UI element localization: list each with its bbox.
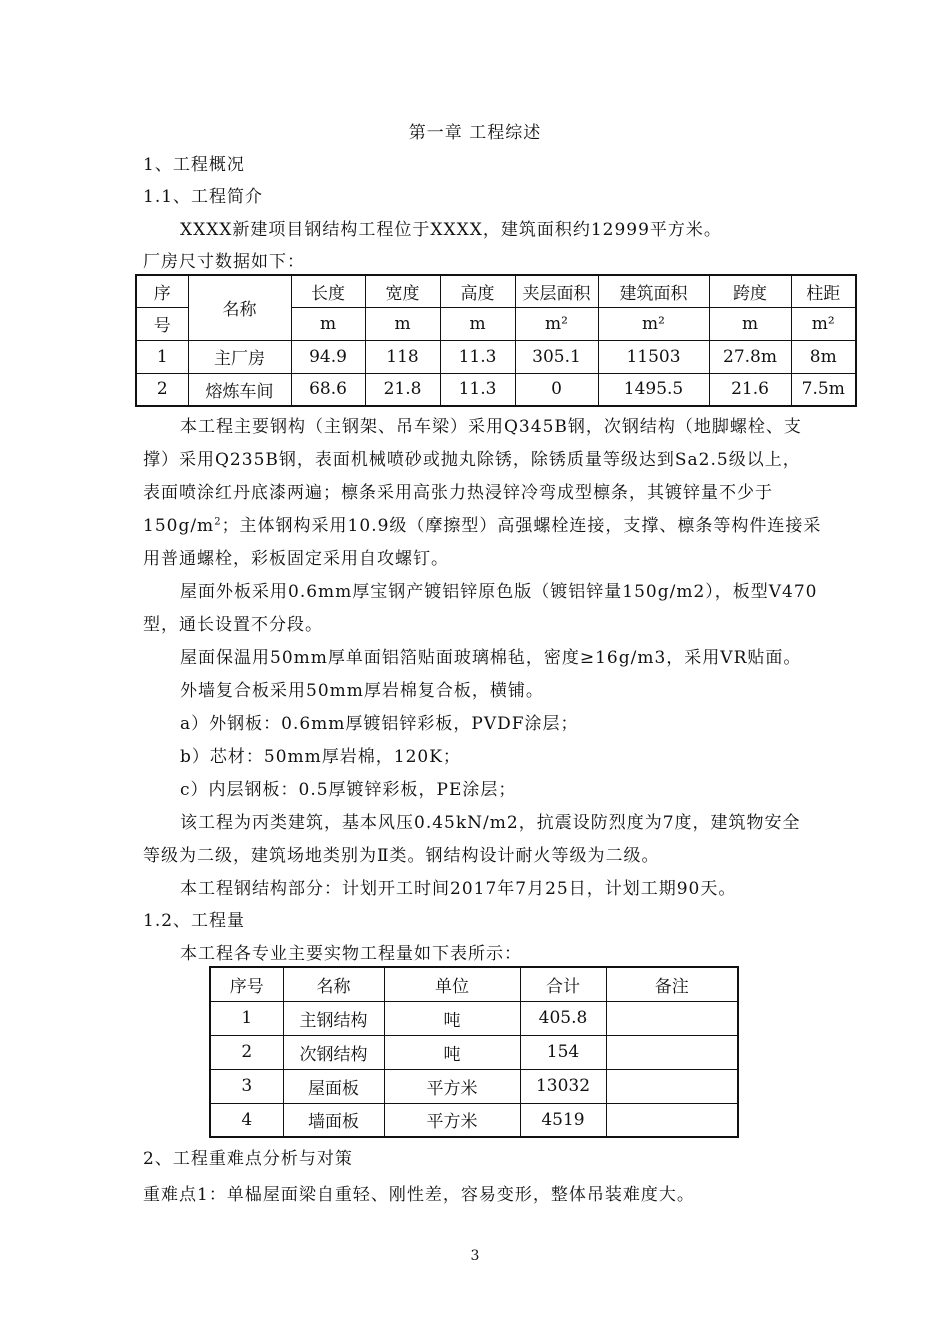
unit-span: m bbox=[709, 307, 791, 340]
table-cell bbox=[606, 1069, 738, 1103]
table-cell: 68.6 bbox=[291, 373, 365, 406]
table-cell: 94.9 bbox=[291, 340, 365, 373]
section-heading-2: 2、工程重难点分析与对策 bbox=[143, 1149, 353, 1169]
paragraph-insulation: 屋面保温用50mm厚单面铝箔贴面玻璃棉毡，密度≥16g/m3，采用VR贴面。 bbox=[180, 648, 802, 668]
table-cell: 11503 bbox=[598, 340, 709, 373]
paragraph-steel-1: 本工程主要钢构（主钢架、吊车梁）采用Q345B钢，次钢结构（地脚螺栓、支 bbox=[180, 417, 802, 437]
paragraph-roof-2: 型，通长设置不分段。 bbox=[143, 615, 323, 635]
table-cell: 2 bbox=[136, 373, 188, 406]
paragraph-roof-1: 屋面外板采用0.6mm厚宝钢产镀铝锌原色版（镀铝锌量150g/m2），板型V470 bbox=[180, 582, 818, 602]
header-seq-2: 号 bbox=[136, 307, 188, 340]
table-cell: 平方米 bbox=[384, 1103, 520, 1137]
section-heading-1: 1、工程概况 bbox=[143, 155, 245, 175]
table-cell: 屋面板 bbox=[283, 1069, 384, 1103]
table-cell: 21.6 bbox=[709, 373, 791, 406]
section-heading-1-2: 1.2、工程量 bbox=[143, 911, 246, 931]
table-cell: 27.8m bbox=[709, 340, 791, 373]
paragraph-schedule: 本工程钢结构部分：计划开工时间2017年7月25日，计划工期90天。 bbox=[180, 879, 737, 899]
header-remarks: 备注 bbox=[606, 967, 738, 1001]
header-name: 名称 bbox=[283, 967, 384, 1001]
header-height: 高度 bbox=[440, 275, 515, 307]
table-row bbox=[210, 1069, 738, 1103]
header-building-area: 建筑面积 bbox=[598, 275, 709, 307]
table-cell: 熔炼车间 bbox=[188, 373, 291, 406]
unit-width: m bbox=[365, 307, 440, 340]
table-cell bbox=[606, 1035, 738, 1069]
table-cell: 21.8 bbox=[365, 373, 440, 406]
paragraph-class-1: 该工程为丙类建筑，基本风压0.45kN/m2，抗震设防烈度为7度，建筑物安全 bbox=[180, 813, 801, 833]
table-row bbox=[210, 1035, 738, 1069]
table-cell: 次钢结构 bbox=[283, 1035, 384, 1069]
header-seq: 序 bbox=[136, 275, 188, 307]
plant-dimensions-table bbox=[135, 274, 857, 407]
galvanizing-value: 150g/m bbox=[143, 516, 215, 536]
table-cell: 2 bbox=[210, 1035, 283, 1069]
list-item-a: a）外钢板：0.6mm厚镀铝锌彩板，PVDF涂层； bbox=[180, 714, 579, 734]
table2-caption: 本工程各专业主要实物工程量如下表所示： bbox=[180, 944, 522, 964]
table-cell bbox=[606, 1103, 738, 1137]
header-seq: 序号 bbox=[210, 967, 283, 1001]
table-cell: 305.1 bbox=[515, 340, 598, 373]
header-width: 宽度 bbox=[365, 275, 440, 307]
section-heading-1-1: 1.1、工程简介 bbox=[143, 187, 264, 207]
table-cell: 11.3 bbox=[440, 340, 515, 373]
table-cell: 1 bbox=[136, 340, 188, 373]
page-number: 3 bbox=[470, 1248, 480, 1264]
table-cell: 吨 bbox=[384, 1001, 520, 1035]
table-cell: 7.5m bbox=[791, 373, 856, 406]
paragraph-steel-2: 撑）采用Q235B钢，表面机械喷砂或抛丸除锈，除锈质量等级达到Sa2.5级以上， bbox=[143, 450, 801, 470]
table-cell: 1 bbox=[210, 1001, 283, 1035]
unit-column-spacing: m² bbox=[791, 307, 856, 340]
table-cell: 吨 bbox=[384, 1035, 520, 1069]
quantity-table bbox=[209, 966, 739, 1138]
table-cell: 8m bbox=[791, 340, 856, 373]
table-cell: 平方米 bbox=[384, 1069, 520, 1103]
table-cell: 118 bbox=[365, 340, 440, 373]
table-cell: 405.8 bbox=[520, 1001, 606, 1035]
paragraph-wall: 外墙复合板采用50mm厚岩棉复合板，横铺。 bbox=[180, 681, 544, 701]
paragraph-steel-3: 表面喷涂红丹底漆两遍；檩条采用高张力热浸锌冷弯成型檩条，其镀锌量不少于 bbox=[143, 483, 773, 503]
table-cell: 13032 bbox=[520, 1069, 606, 1103]
unit-mezzanine-area: m² bbox=[515, 307, 598, 340]
chapter-title: 第一章 工程综述 bbox=[408, 123, 542, 143]
paragraph-steel-4 bbox=[143, 511, 821, 536]
header-column-spacing: 柱距 bbox=[791, 275, 856, 307]
table-row bbox=[210, 1001, 738, 1035]
header-unit: 单位 bbox=[384, 967, 520, 1001]
intro-paragraph: XXXX新建项目钢结构工程位于XXXX，建筑面积约12999平方米。 bbox=[180, 220, 722, 240]
paragraph-class-2: 等级为二级，建筑场地类别为Ⅱ类。钢结构设计耐火等级为二级。 bbox=[143, 846, 660, 866]
unit-length: m bbox=[291, 307, 365, 340]
list-item-b: b）芯材：50mm厚岩棉，120K； bbox=[180, 747, 461, 767]
unit-building-area: m² bbox=[598, 307, 709, 340]
table-cell: 4 bbox=[210, 1103, 283, 1137]
table1-caption: 厂房尺寸数据如下： bbox=[143, 252, 305, 272]
header-mezzanine-area: 夹层面积 bbox=[515, 275, 598, 307]
header-total: 合计 bbox=[520, 967, 606, 1001]
table-cell: 11.3 bbox=[440, 373, 515, 406]
paragraph-steel-5: 用普通螺栓，彩板固定采用自攻螺钉。 bbox=[143, 549, 449, 569]
superscript: 2 bbox=[214, 516, 222, 528]
header-length: 长度 bbox=[291, 275, 365, 307]
paragraph-steel-4-rest: ；主体钢构采用10.9级（摩擦型）高强螺栓连接，支撑、檩条等构件连接采 bbox=[221, 516, 822, 536]
table-cell: 主厂房 bbox=[188, 340, 291, 373]
table-row bbox=[136, 340, 856, 373]
list-item-c: c）内层钢板：0.5厚镀锌彩板，PE涂层； bbox=[180, 780, 517, 800]
table-row bbox=[136, 373, 856, 406]
table-cell: 墙面板 bbox=[283, 1103, 384, 1137]
table-cell: 0 bbox=[515, 373, 598, 406]
table-cell bbox=[606, 1001, 738, 1035]
table-cell: 154 bbox=[520, 1035, 606, 1069]
table-row bbox=[210, 1103, 738, 1137]
table-cell: 1495.5 bbox=[598, 373, 709, 406]
unit-height: m bbox=[440, 307, 515, 340]
table-cell: 3 bbox=[210, 1069, 283, 1103]
table-cell: 主钢结构 bbox=[283, 1001, 384, 1035]
header-span: 跨度 bbox=[709, 275, 791, 307]
header-name: 名称 bbox=[188, 275, 291, 340]
difficulty-point-1: 重难点1：单榀屋面梁自重轻、刚性差，容易变形，整体吊装难度大。 bbox=[143, 1185, 695, 1205]
table-cell: 4519 bbox=[520, 1103, 606, 1137]
